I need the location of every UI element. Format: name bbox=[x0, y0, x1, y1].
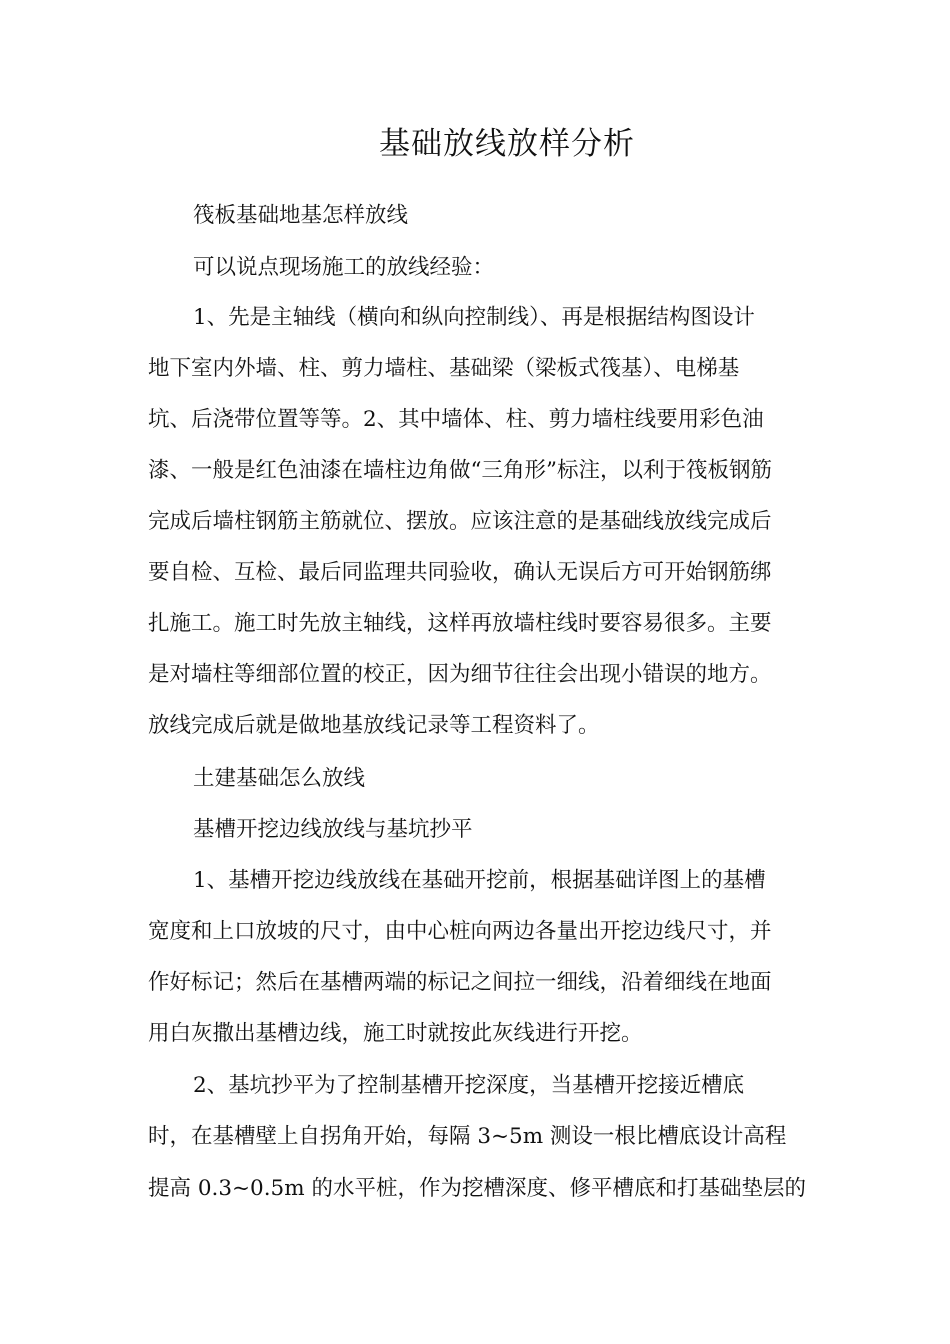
text-line: 放线完成后就是做地基放线记录等工程资料了。 bbox=[148, 713, 600, 738]
text-line: 要自检、互检、最后同监理共同验收，确认无误后方可开始钢筋绑 bbox=[148, 560, 772, 585]
text-line: 时，在基槽壁上自拐角开始，每隔 3~5m 测设一根比槽底设计高程 bbox=[148, 1124, 787, 1149]
text-line: 筏板基础地基怎样放线 bbox=[193, 203, 409, 228]
text-line: 地下室内外墙、柱、剪力墙柱、基础梁（梁板式筏基）、电梯基 bbox=[148, 356, 740, 381]
text-line: 扎施工。施工时先放主轴线，这样再放墙柱线时要容易很多。主要 bbox=[148, 611, 772, 636]
text-line: 是对墙柱等细部位置的校正，因为细节往往会出现小错误的地方。 bbox=[148, 662, 772, 687]
text-line: 用白灰撒出基槽边线，施工时就按此灰线进行开挖。 bbox=[148, 1021, 643, 1046]
text-line: 可以说点现场施工的放线经验： bbox=[193, 255, 495, 280]
text-line: 坑、后浇带位置等等。2、其中墙体、柱、剪力墙柱线要用彩色油 bbox=[148, 407, 764, 432]
document-title: 基础放线放样分析 bbox=[379, 126, 635, 162]
text-line: 1、基槽开挖边线放线在基础开挖前，根据基础详图上的基槽 bbox=[193, 868, 766, 893]
text-line: 作好标记；然后在基槽两端的标记之间拉一细线，沿着细线在地面 bbox=[148, 970, 772, 995]
section-heading: 基槽开挖边线放线与基坑抄平 bbox=[193, 817, 473, 842]
text-line: 完成后墙柱钢筋主筋就位、摆放。应该注意的是基础线放线完成后 bbox=[148, 509, 772, 534]
text-line: 1、先是主轴线（横向和纵向控制线）、再是根据结构图设计 bbox=[193, 305, 755, 330]
text-line: 宽度和上口放坡的尺寸，由中心桩向两边各量出开挖边线尺寸，并 bbox=[148, 919, 772, 944]
section-heading: 土建基础怎么放线 bbox=[193, 766, 366, 791]
text-line: 2、基坑抄平为了控制基槽开挖深度，当基槽开挖接近槽底 bbox=[193, 1073, 745, 1098]
text-line: 漆、一般是红色油漆在墙柱边角做“三角形”标注，以利于筏板钢筋 bbox=[148, 458, 772, 483]
text-line: 提高 0.3~0.5m 的水平桩，作为挖槽深度、修平槽底和打基础垫层的 bbox=[148, 1176, 806, 1201]
